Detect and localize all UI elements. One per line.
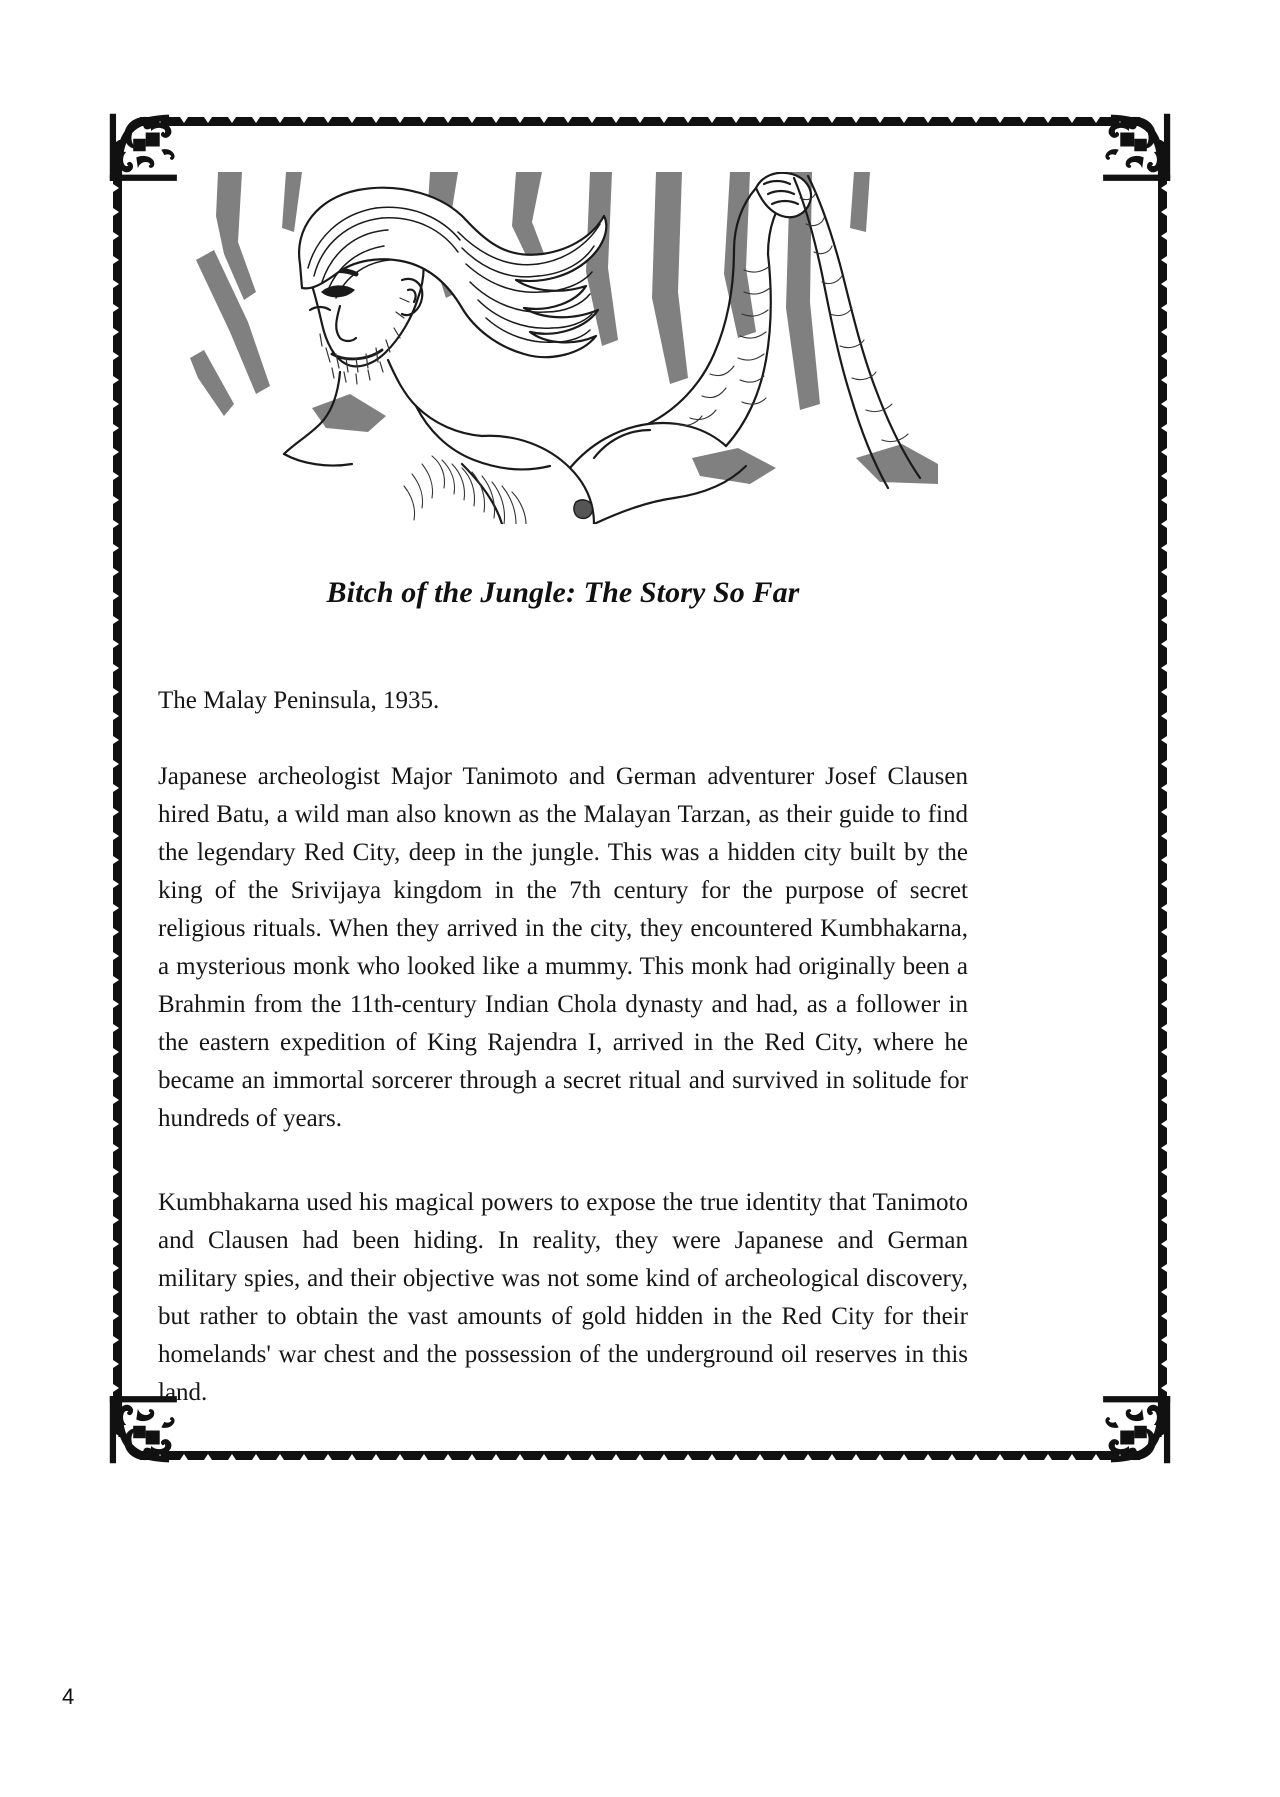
floral-scroll-corner-ornament-icon: [1100, 106, 1178, 184]
page-number: 4: [62, 1684, 75, 1709]
page-title: Bitch of the Jungle: The Story So Far: [326, 576, 800, 609]
story-paragraph-1: Japanese archeologist Major Tanimoto and German adventurer Josef Clausen hired Batu, a wild man also known as the Malayan Tarzan, as their guide to find the legendary Red City, deep in the jungle. This was a hidden city built by the king of the Srivijaya kingdom in the 7th century for the purpose of secret religious rituals. When they arrived in the city, they encountered Kumbhakarna, a mysterious monk who looked like a mummy. This monk had originally been a Brahmin from the 11th-century Indian Chola dynasty and had, as a follower in the eastern expedition of King Rajendra I, arrived in the Red City, where he became an immortal sorcerer through a secret ritual and survived in solitude for hundreds of years.: [158, 763, 968, 1132]
border-left-edge: [108, 140, 122, 1437]
page-content: [158, 172, 968, 1437]
jungle-man-illustration: [190, 172, 938, 524]
border-right-edge: [1158, 140, 1172, 1437]
floral-scroll-corner-ornament-icon: [1100, 1393, 1178, 1471]
story-paragraph-2: Kumbhakarna used his magical powers to expose the true identity that Tanimoto and Clausen had been hiding. In reality, they were Japanese and German military spies, and their objective was not some kind of archeological discovery, but rather to obtain the vast amounts of gold hidden in the Red City for their homelands' war chest and the possession of the underground oil reserves in this land.: [158, 1189, 968, 1406]
intro-line: The Malay Peninsula, 1935.: [158, 687, 440, 714]
border-top-edge: [136, 112, 1144, 126]
border-bottom-edge: [136, 1451, 1144, 1465]
